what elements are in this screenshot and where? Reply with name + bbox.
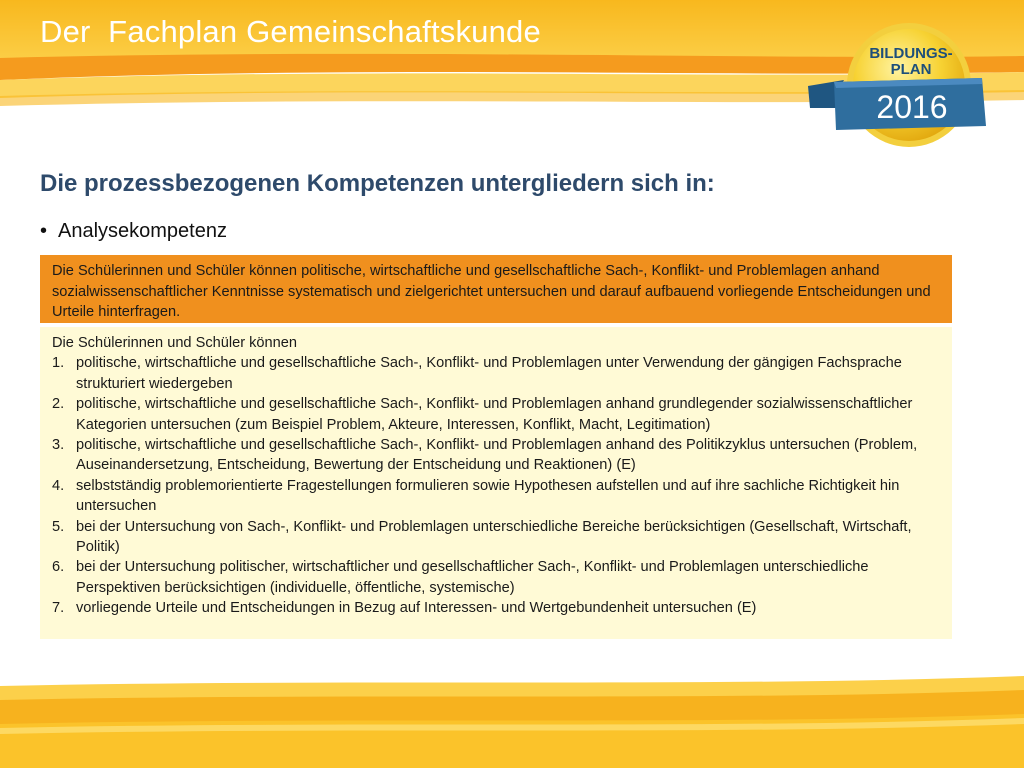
list-item: [52, 353, 942, 394]
list-intro: Die Schülerinnen und Schüler können: [52, 335, 298, 351]
competence-summary-text: Die Schülerinnen und Schüler können politische, wirtschaftliche und gesellschaftliche Sach-, Konflikt- und Problemlagen anhand sozialwissenschaftlicher Kenntnisse systematisch und zielgerichtet untersuchen und darauf aufbauend vorliegende Entscheidungen und Urteile hinterfragen.: [52, 263, 931, 320]
list-item: [52, 394, 942, 435]
page-title: Der Fachplan Gemeinschaftskunde: [40, 14, 541, 49]
list-item-text: bei der Untersuchung von Sach-, Konflikt- und Problemlagen unterschiedliche Bereiche berücksichtigen (Gesellschaft, Wirtschaft, Politik): [76, 518, 912, 556]
svg-text:2016: 2016: [876, 89, 948, 125]
list-item-number: 2.: [52, 396, 65, 413]
svg-text:BILDUNGS-: BILDUNGS-: [869, 45, 953, 62]
bullet-item: [40, 220, 227, 243]
list-item: [52, 476, 942, 517]
list-item-number: 6.: [52, 559, 65, 576]
list-item-text: politische, wirtschaftliche und gesellschaftliche Sach-, Konflikt- und Problemlagen unter Verwendung der gängigen Fachsprache strukturiert wiedergeben: [76, 355, 902, 392]
footer-band: [0, 668, 1024, 768]
list-item-number: 5.: [52, 518, 65, 535]
section-heading: Die prozessbezogenen Kompetenzen untergliedern sich in:: [40, 170, 715, 197]
list-item-text: bei der Untersuchung politischer, wirtschaftlicher und gesellschaftlicher Sach-, Konflikt- und Problemlagen unterschiedliche Perspektiven berücksichtigen (individuelle, öffentliche, systemische): [76, 559, 869, 596]
list-item-number: 3.: [52, 437, 65, 454]
list-item-number: 1.: [52, 355, 65, 372]
competence-summary-box: [40, 255, 952, 323]
list-item-text: vorliegende Urteile und Entscheidungen in Bezug auf Interessen- und Wertgebundenheit untersuchen (E): [76, 600, 757, 617]
list-item-text: politische, wirtschaftliche und gesellschaftliche Sach-, Konflikt- und Problemlagen anhand grundlegender sozialwissenschaftlicher Kategorien untersuchen (zum Beispiel Problem, Akteure, Interessen, Konflikt, Macht, Legitimation): [76, 396, 913, 433]
list-item: [52, 557, 942, 598]
list-item: [52, 517, 942, 558]
list-item-number: 7.: [52, 600, 65, 617]
list-item: [52, 598, 942, 618]
bildungsplan-badge: [806, 22, 992, 152]
competence-list: [52, 353, 942, 618]
bullet-label: Analysekompetenz: [58, 220, 227, 242]
list-item: [52, 435, 942, 476]
list-item-number: 4.: [52, 477, 65, 494]
list-item-text: politische, wirtschaftliche und gesellschaftliche Sach-, Konflikt- und Problemlagen anhand des Politikzyklus untersuchen (Problem, Auseinandersetzung, Entscheidung, Bewertung der Entscheidung und Reaktionen) (E): [76, 437, 918, 474]
svg-text:PLAN: PLAN: [890, 61, 932, 78]
competence-list-box: [40, 327, 952, 639]
bullet-icon: •: [40, 220, 48, 242]
list-item-text: selbstständig problemorientierte Fragestellungen formulieren sowie Hypothesen aufstellen und auf ihre sachliche Richtigkeit hin untersuchen: [76, 477, 900, 515]
